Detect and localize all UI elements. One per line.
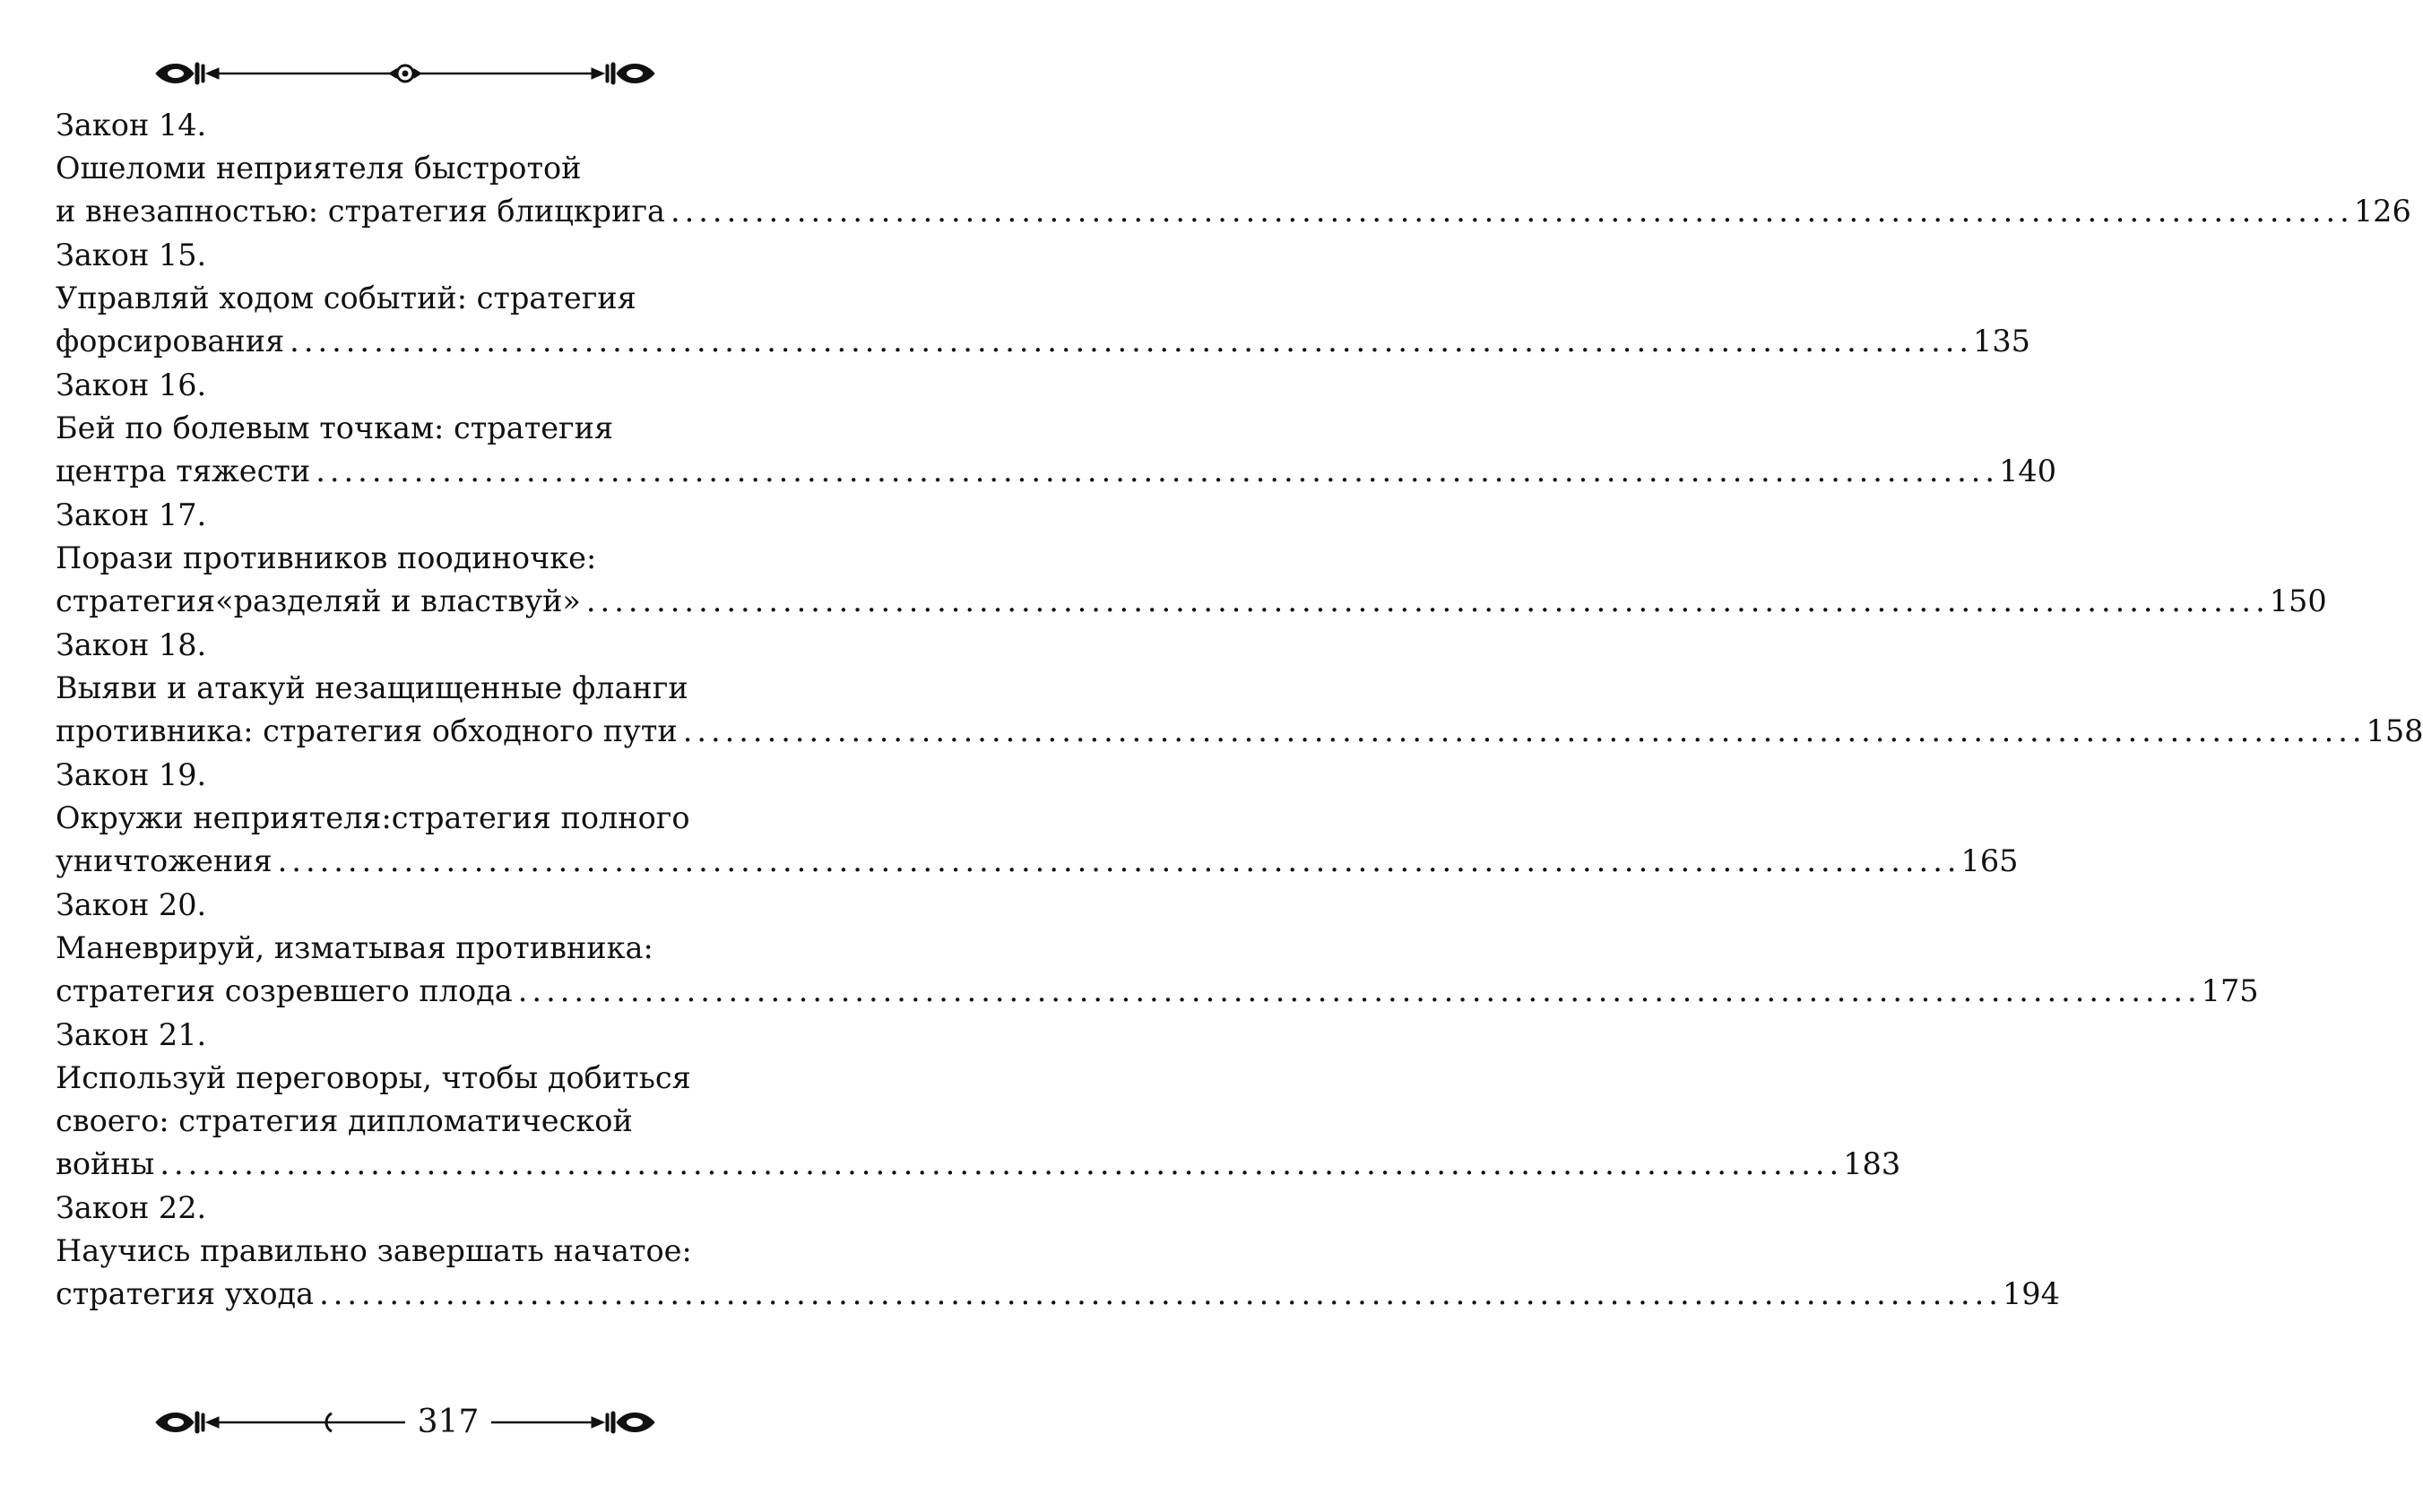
dot-leader: ........................................................................................................................: [277, 843, 1961, 878]
entry-last-line: [56, 1273, 2060, 1316]
toc-entry: [56, 754, 2019, 883]
entry-title-line: Окружи неприятеля:стратегия полного: [56, 800, 690, 835]
law-heading: Закон 17.: [56, 497, 207, 532]
entry-page-number: 165: [1960, 843, 2019, 878]
toc-entry: [56, 1187, 2060, 1316]
bottom-ornament-icon: [154, 1404, 656, 1440]
entry-last-line: [56, 840, 2019, 883]
toc-entry: [56, 104, 2411, 233]
entry-title-end: центра тяжести: [56, 454, 311, 488]
dot-leader: ........................................................................................................................: [316, 454, 2000, 488]
dot-leader: ........................................................................................................................: [585, 583, 2270, 618]
entry-last-line: [56, 580, 2327, 623]
entry-title-end: войны: [56, 1146, 155, 1181]
entry-page-number: 158: [2366, 713, 2423, 748]
entry-title-line: Управляй ходом событий: стратегия: [56, 281, 636, 315]
law-heading: Закон 21.: [56, 1017, 207, 1052]
entry-page-number: 140: [1999, 454, 2057, 488]
entry-title-end: противника: стратегия обходного пути: [56, 713, 678, 748]
page-number-text: 317: [405, 1404, 492, 1440]
entry-last-line: [56, 190, 2411, 233]
entry-page-number: 126: [2353, 194, 2411, 229]
entry-page-number: 183: [1843, 1146, 1901, 1181]
top-ornament-icon: [154, 56, 656, 91]
entry-page-number: 194: [2002, 1276, 2060, 1311]
entry-title-end: стратегия ухода: [56, 1276, 315, 1311]
dot-leader: ........................................................................................................................: [290, 324, 1974, 359]
dot-leader: ........................................................................................................................: [319, 1276, 2003, 1311]
entry-last-line: [56, 1143, 1901, 1186]
entry-title-line: Маневрируй, изматывая противника:: [56, 930, 653, 965]
table-of-contents: [56, 104, 2423, 1317]
law-heading: Закон 16.: [56, 367, 207, 402]
law-heading: Закон 19.: [56, 757, 207, 792]
law-heading: Закон 22.: [56, 1190, 207, 1225]
toc-entry: [56, 364, 2057, 493]
entry-title-line: Порази противников поодиночке:: [56, 540, 597, 575]
entry-title-line: Бей по болевым точкам: стратегия: [56, 410, 614, 445]
toc-entry: [56, 234, 2030, 363]
dot-leader: ........................................................................................................................: [517, 973, 2202, 1008]
dot-leader: ........................................................................................................................: [682, 713, 2367, 748]
entry-title-line: Выяви и атакуй незащищенные фланги: [56, 670, 688, 705]
entry-last-line: [56, 320, 2030, 363]
law-heading: Закон 14.: [56, 108, 207, 143]
entry-page-number: 135: [1973, 324, 2030, 359]
entry-last-line: [56, 970, 2259, 1013]
entry-title-end: уничтожения: [56, 843, 273, 878]
toc-entry: [56, 624, 2423, 753]
entry-title-end: и внезапностью: стратегия блицкрига: [56, 194, 665, 229]
entry-page-number: 150: [2269, 583, 2327, 618]
law-heading: Закон 15.: [56, 238, 207, 272]
entry-title-end: стратегия созревшего плода: [56, 973, 513, 1008]
entry-title-line: Ошеломи неприятеля быстротой: [56, 151, 582, 186]
law-heading: Закон 20.: [56, 887, 207, 922]
entry-title-line: Научись правильно завершать начатое:: [56, 1233, 692, 1268]
dot-leader: ........................................................................................................................: [670, 194, 2354, 229]
entry-last-line: [56, 450, 2057, 493]
entry-title-line: Используй переговоры, чтобы добиться: [56, 1060, 691, 1095]
toc-entry: [56, 1014, 1901, 1186]
entry-title-end: стратегия«разделяй и властвуй»: [56, 583, 581, 618]
dot-leader: ........................................................................................................................: [160, 1146, 1844, 1181]
entry-title-end: форсирования: [56, 324, 285, 359]
law-heading: Закон 18.: [56, 627, 207, 662]
entry-last-line: [56, 710, 2423, 753]
toc-entry: [56, 494, 2327, 623]
entry-title-line: своего: стратегия дипломатической: [56, 1103, 633, 1138]
toc-entry: [56, 884, 2259, 1013]
entry-page-number: 175: [2201, 973, 2259, 1008]
